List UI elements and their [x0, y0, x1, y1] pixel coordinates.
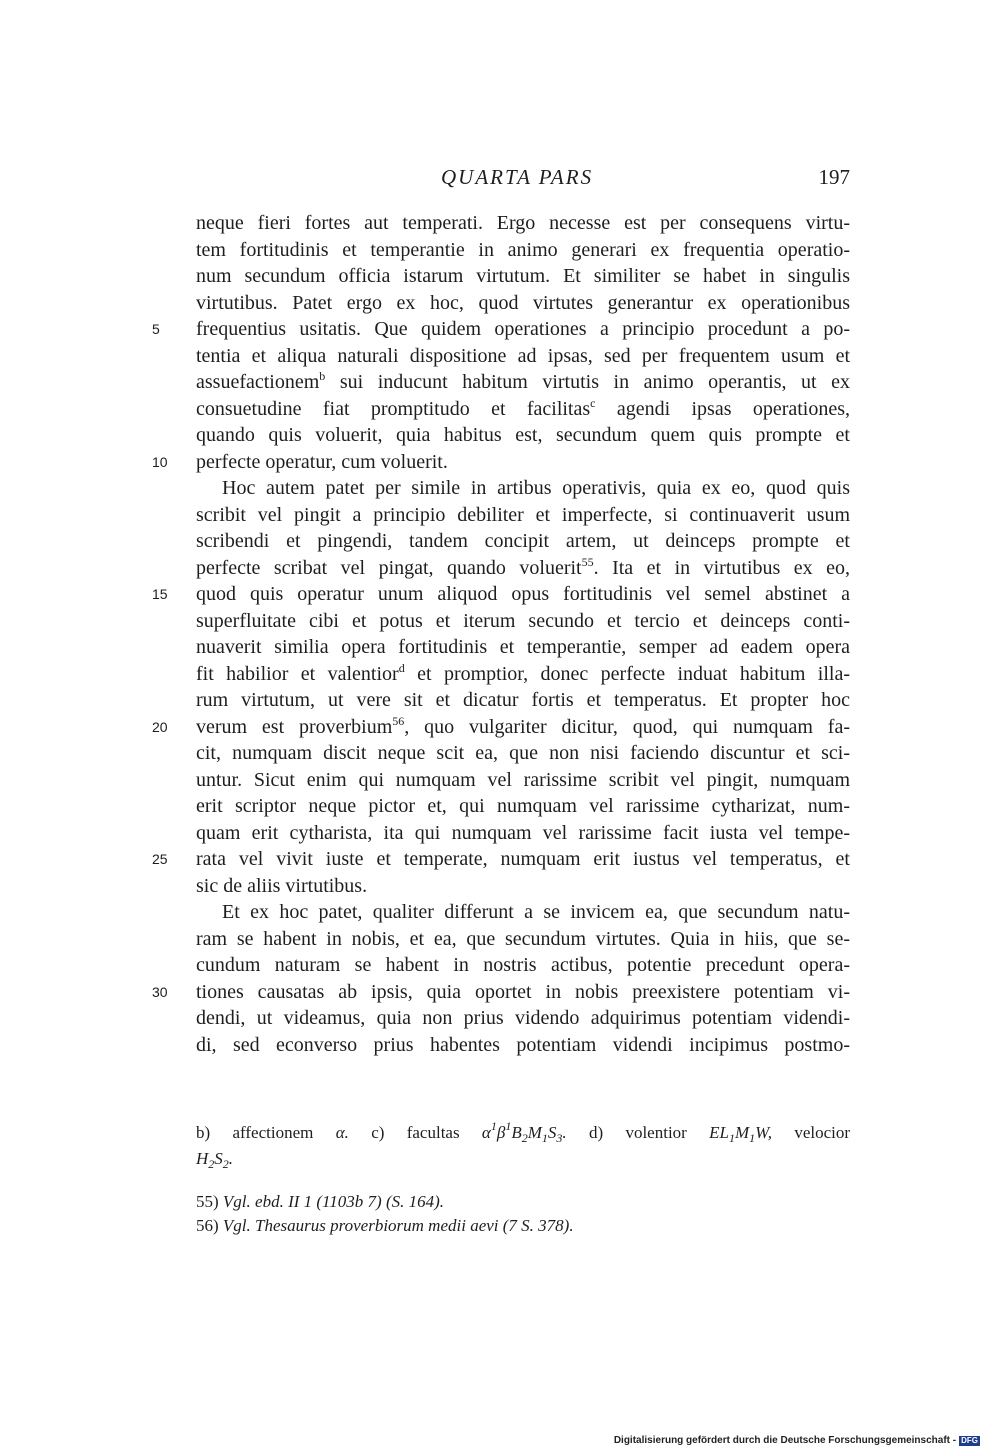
text-line: 15 quod quis operatur unum aliquod opus fortitudinis vel semel abstinet a: [196, 581, 850, 608]
apparatus-line: [196, 1120, 850, 1146]
running-title: QUARTA PARS: [441, 165, 594, 189]
text-line: quam erit cytharista, ita qui numquam vel rarissime facit iusta vel tempe-: [196, 821, 850, 844]
text-line: tem fortitudinis et temperantie in animo generari ex frequentia operatio-: [196, 238, 850, 261]
text-line: fit habilior et valentior$^d$ et promptior, donec perfecte induat habitum illa-: [196, 660, 851, 685]
text-line: dendi, ut videamus, quia non prius videndo adquirimus potentiam videndi-: [196, 1007, 850, 1029]
footnote-marker-55: 55: [581, 554, 594, 569]
text-line: 25 rata vel vivit iuste et temperate, numquam erit iustus vel temperatus, et: [196, 846, 850, 873]
footnote-marker-56: 56: [392, 713, 405, 728]
text-line: nuaverit similia opera fortitudinis et temperantie, semper ad eadem opera: [196, 636, 850, 658]
text-line: virtutibus. Patet ergo ex hoc, quod virtutes generantur ex operationibus: [196, 291, 850, 314]
text-line: scribit vel pingit a principio debiliter et imperfecte, si continuaverit usum: [196, 503, 850, 526]
text-line: ram se habent in nobis, et ea, que secundum virtutes. Quia in hiis, que se-: [196, 927, 850, 950]
critical-apparatus: [196, 1120, 850, 1172]
footnote-56: 56) Vgl. Thesaurus proverbiorum medii aevi (7 S. 378).: [196, 1216, 574, 1235]
digitization-credit: [614, 1435, 980, 1447]
apparatus-line: [196, 1146, 850, 1172]
text-line: neque fieri fortes aut temperati. Ergo necesse est per consequens virtu-: [196, 212, 850, 234]
text-line: Et ex hoc patet, qualiter differunt a se invicem ea, que secundum natu-: [222, 901, 850, 923]
line-number: 30: [152, 983, 168, 1000]
text-line: untur. Sicut enim qui numquam vel rarissime scribit vel pingit, numquam: [196, 768, 850, 791]
text-line: sic de aliis virtutibus.: [196, 874, 368, 897]
line-number: 15: [152, 586, 168, 602]
text-line: cundum naturam se habent in nostris actibus, potentie precedunt opera-: [196, 954, 850, 976]
text-line: tentia et aliqua naturali dispositione ad ipsas, sed per frequentem usum et: [196, 344, 850, 367]
line-number: 25: [152, 851, 168, 867]
apparatus-entry-d-continued: $H_2S_2$.: [196, 1149, 234, 1171]
text-line: quando quis voluerit, quia habitus est, secundum quem quis prompte et: [196, 424, 850, 446]
text-line: consuetudine fiat promptitudo et facilitas$^c$ agendi ipsas operationes,: [196, 395, 851, 420]
text-line: scribendi et pingendi, tandem concipit artem, ut deinceps prompte et: [196, 530, 850, 552]
page-number: 197: [818, 165, 850, 189]
text-line: 20 verum est proverbium$^{56}$, quo vulgariter dicitur, quod, qui numquam fa-: [196, 714, 850, 741]
apparatus-entry-b: b) affectionem α.: [196, 1123, 349, 1142]
text-line: superfluitate cibi et potus et iterum secundo et tercio et deinceps conti-: [196, 609, 850, 632]
footnote-55: 55) Vgl. ebd. II 1 (1103b 7) (S. 164).: [196, 1192, 445, 1211]
text-line: Hoc autem patet per simile in artibus operativis, quia ex eo, quod quis: [222, 477, 850, 499]
text-line: 30 tiones causatas ab ipsis, quia oportet in nobis preexistere potentiam vi-: [196, 979, 850, 1006]
apparatus-marker-b: b: [319, 369, 326, 383]
apparatus-marker-c: c: [590, 395, 596, 410]
main-text: [152, 210, 851, 1058]
text-line: erit scriptor neque pictor et, qui numquam vel rarissime cytharizat, num-: [196, 795, 850, 817]
apparatus-entry-d: d) volentior $EL_1M_1W$, velocior: [588, 1123, 851, 1145]
line-number: 5: [152, 321, 160, 337]
apparatus-marker-d: d: [398, 660, 405, 675]
line-number: 20: [152, 718, 168, 735]
text-line: num secundum officia istarum virtutum. Et similiter se habet in singulis: [196, 265, 850, 287]
apparatus-entry-c: c) facultas $\alpha^1\beta^1B_2M_1S_3$.: [371, 1119, 567, 1145]
text-line: perfecte scribat vel pingat, quando voluerit$^{55}$. Ita et in virtutibus ex eo,: [196, 554, 850, 579]
credit-text: Digitalisierung gefördert durch die Deutsche Forschungsgemeinschaft -: [613, 1435, 957, 1446]
footnotes: [196, 1190, 850, 1238]
text-line: 5 frequentius usitatis. Que quidem operationes a principio procedunt a po-: [196, 316, 850, 343]
text-line: di, sed econverso prius habentes potentiam videndi incipimus postmo-: [196, 1033, 850, 1056]
text-line: assuefactionem$^b$ sui inducunt habitum virtutis in animo operantis, ut ex: [196, 369, 850, 393]
dfg-logo: DFG: [961, 1436, 978, 1445]
text-line: cit, numquam discit neque scit ea, que non nisi faciendo discuntur et sci-: [196, 742, 850, 764]
text-line: rum virtutum, ut vere sit et dicatur fortis et temperatus. Et propter hoc: [196, 689, 850, 711]
line-number: 10: [152, 453, 168, 470]
text-line: 10 perfecte operatur, cum voluerit.: [196, 449, 850, 476]
